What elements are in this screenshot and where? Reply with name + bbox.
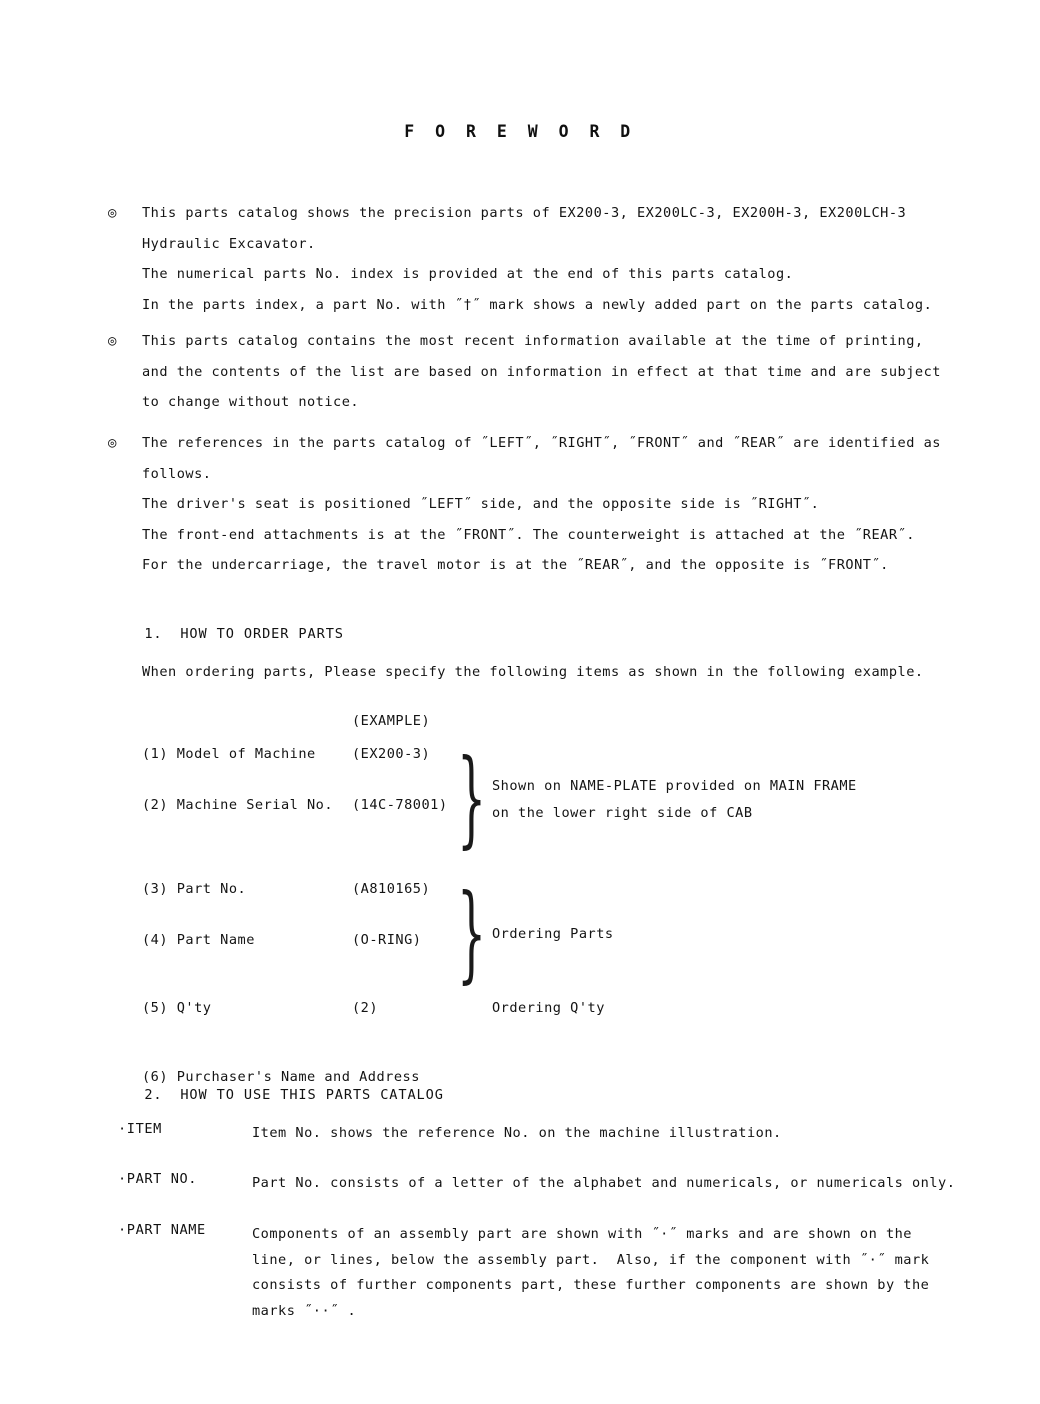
- section-1-title: HOW TO ORDER PARTS: [180, 626, 344, 642]
- page-title: F O R E W O R D: [404, 122, 636, 141]
- section-1-number: 1.: [144, 626, 163, 642]
- curly-brace-icon: }: [457, 871, 487, 995]
- text-line: and the contents of the list are based on information in effect at that time and are subject: [142, 363, 941, 380]
- text-line: In the parts index, a part No. with ˝†˝ mark shows a newly added part on the parts catalog.: [142, 296, 933, 313]
- order-row-label: (4) Part Name: [142, 932, 255, 948]
- bullet-3-text: [142, 428, 941, 581]
- order-row-label: (3) Part No.: [142, 881, 247, 897]
- definition-description: [252, 1171, 956, 1197]
- group-1-note-line-1: Shown on NAME-PLATE provided on MAIN FRAME: [492, 778, 857, 794]
- definition-term: ·ITEM: [118, 1121, 162, 1137]
- text-line: The front-end attachments is at the ˝FRONT˝. The counterweight is attached at the ˝REAR˝.: [142, 526, 915, 543]
- section-1-heading: [108, 610, 344, 658]
- text-line: marks ˝··˝ .: [252, 1302, 357, 1319]
- text-line: to change without notice.: [142, 394, 360, 410]
- double-circle-bullet-icon: ◎: [108, 333, 117, 349]
- order-row-label: (1) Model of Machine: [142, 746, 316, 762]
- text-line: For the undercarriage, the travel motor is at the ˝REAR˝, and the opposite is ˝FRONT˝.: [142, 557, 889, 573]
- order-group-1: [142, 736, 902, 860]
- double-circle-bullet-icon: ◎: [108, 205, 117, 221]
- order-row-value: (A810165): [352, 881, 431, 897]
- foreword-bullet-3: [108, 428, 941, 581]
- section-2-title: HOW TO USE THIS PARTS CATALOG: [180, 1087, 444, 1103]
- text-line: The driver's seat is positioned ˝LEFT˝ side, and the opposite side is ˝RIGHT˝.: [142, 496, 820, 512]
- section-2-heading: [108, 1071, 444, 1119]
- text-line: This parts catalog shows the precision parts of EX200-3, EX200LC-3, EX200H-3, EX200LCH-3: [142, 205, 907, 221]
- table-spacer: [142, 848, 902, 881]
- text-line: Hydraulic Excavator.: [142, 235, 316, 252]
- order-row-value: (EX200-3): [352, 746, 431, 762]
- order-row: [142, 1000, 902, 1051]
- text-line: Item No. shows the reference No. on the machine illustration.: [252, 1125, 782, 1141]
- section-1-intro: When ordering parts, Please specify the following items as shown in the following example.: [142, 664, 924, 680]
- text-line: line, or lines, below the assembly part. Also, if the component with ˝·˝ mark: [252, 1251, 930, 1268]
- example-header-row: [142, 713, 902, 746]
- group-2-note: Ordering Parts: [492, 926, 614, 942]
- curly-brace-icon: }: [457, 736, 487, 860]
- section-2-number: 2.: [144, 1087, 163, 1103]
- order-example-table: [142, 713, 902, 1120]
- text-line: consists of further components part, these further components are shown by the: [252, 1277, 930, 1293]
- definition-description: [252, 1121, 902, 1147]
- definition-term: ·PART NAME: [118, 1222, 206, 1238]
- double-circle-bullet-icon: ◎: [108, 435, 117, 451]
- order-row-label: (5) Q'ty: [142, 1000, 212, 1016]
- table-spacer: [142, 983, 902, 1000]
- order-row-label: (6) Purchaser's Name and Address: [142, 1069, 420, 1085]
- text-line: This parts catalog contains the most recent information available at the time of printing,: [142, 333, 924, 349]
- text-line: The numerical parts No. index is provided at the end of this parts catalog.: [142, 266, 794, 282]
- text-line: Components of an assembly part are shown with ˝·˝ marks and are shown on the: [252, 1226, 912, 1242]
- order-row-value: (14C-78001): [352, 797, 448, 813]
- text-line: follows.: [142, 465, 212, 482]
- order-group-2: [142, 871, 902, 995]
- example-column-header: (EXAMPLE): [352, 713, 431, 729]
- text-line: Part No. consists of a letter of the alphabet and numericals, or numericals only.: [252, 1175, 956, 1191]
- table-spacer: [142, 1051, 902, 1069]
- bullet-1-text: [142, 198, 932, 320]
- order-row-value: (2): [352, 1000, 379, 1016]
- text-line: The references in the parts catalog of ˝LEFT˝, ˝RIGHT˝, ˝FRONT˝ and ˝REAR˝ are identified as: [142, 435, 941, 451]
- qty-note: Ordering Q'ty: [492, 1000, 605, 1016]
- group-1-note-line-2: on the lower right side of CAB: [492, 805, 753, 821]
- bullet-2-text: [142, 326, 941, 418]
- foreword-bullet-2: [108, 326, 941, 418]
- foreword-bullet-1: [108, 198, 933, 320]
- definition-term: ·PART NO.: [118, 1171, 198, 1187]
- order-row-label: (2) Machine Serial No.: [142, 797, 334, 813]
- definition-description: [252, 1222, 930, 1324]
- order-row-value: (O-RING): [352, 932, 422, 948]
